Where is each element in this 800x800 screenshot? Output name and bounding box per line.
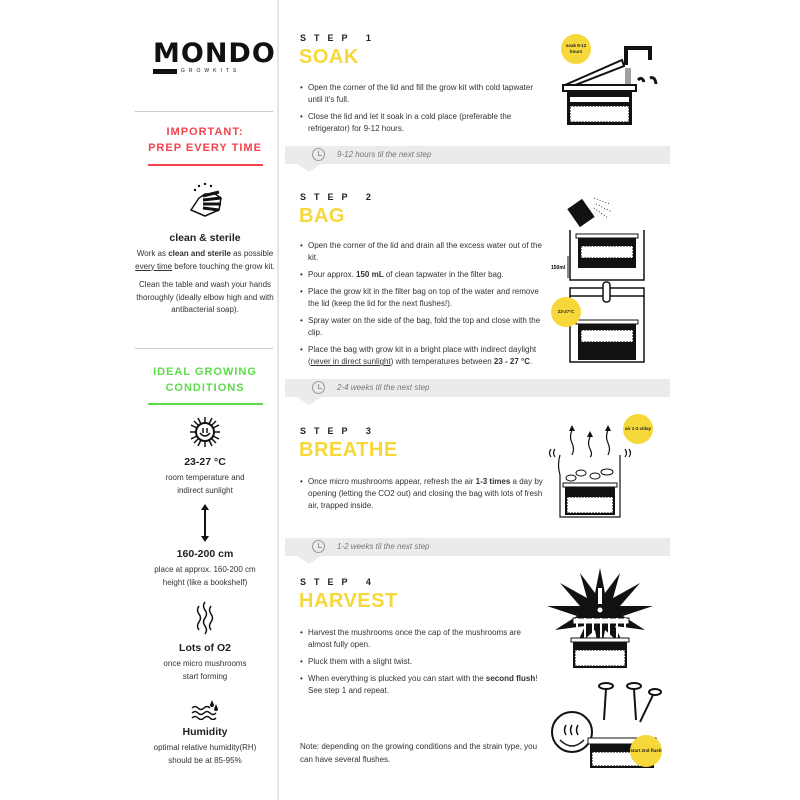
step-4-title: HARVEST — [299, 590, 398, 612]
step-4-label: STEP 4 — [300, 577, 379, 587]
harvest-illustration — [545, 568, 655, 668]
air-waves-icon — [195, 600, 215, 636]
important-heading: IMPORTANT: PREP EVERY TIME — [148, 126, 262, 154]
list-item: • Pour approx. 150 mL of clean tapwater in the filter bag. — [300, 269, 545, 281]
list-item: • Open the corner of the lid and fill the grow kit with cold tapwater until it's full. — [300, 82, 545, 106]
step-2-instructions — [300, 240, 545, 373]
step-3-label: STEP 3 — [300, 426, 379, 436]
list-item: • Close the lid and let it soak in a cold place (preferable the refrigerator) for 9-12 hours. — [300, 111, 545, 135]
step-1-timer-bar — [285, 146, 670, 164]
humidity-icon — [190, 698, 220, 720]
condition-temperature: 23-27 °C room temperature and indirect sunlight — [135, 416, 275, 497]
condition-humidity: Humidity optimal relative humidity(RH) should be at 85-95% — [135, 698, 275, 767]
list-item: • Place the grow kit in the filter bag on top of the water and remove the lid (keep the lid for the next flushes!). — [300, 286, 545, 310]
clock-icon — [312, 148, 325, 161]
clean-sterile-block: clean & sterile Work as clean and sterile as possible every time before touching the grow kit. Clean the table and wash your hands thoroughly (ideally elbow high and with antibacterial soap). — [135, 180, 275, 317]
soak-badge: soak 9-12 hours — [561, 34, 591, 64]
condition-height: 160-200 cm place at approx. 160-200 cm height (like a bookshelf) — [135, 504, 275, 589]
green-underline — [148, 403, 263, 405]
washing-hands-icon — [185, 180, 225, 220]
air-badge: air 1-3 x/day — [623, 414, 653, 444]
list-item: • When everything is plucked you can start with the second flush! See step 1 and repeat. — [300, 673, 545, 697]
step-3-instructions — [300, 476, 545, 517]
timer-text: 9-12 hours til the next step — [337, 150, 432, 159]
conditions-heading: IDEAL GROWING CONDITIONS — [153, 366, 257, 394]
step-2-title: BAG — [299, 205, 345, 227]
timer-text: 1-2 weeks til the next step — [337, 542, 430, 551]
step-3-timer-bar — [285, 538, 670, 556]
soak-illustration — [560, 40, 665, 130]
clock-icon — [312, 381, 325, 394]
height-arrow-icon — [200, 504, 210, 542]
timer-text: 2-4 weeks til the next step — [337, 383, 430, 392]
list-item: • Pluck them with a slight twist. — [300, 656, 545, 668]
water-amount-label: 150ml — [551, 265, 566, 271]
step-1-instructions — [300, 82, 545, 140]
second-flush-badge: start 2nd flush — [630, 735, 662, 767]
red-underline — [148, 164, 263, 166]
step-1-label: STEP 1 — [300, 33, 379, 43]
step-2-label: STEP 2 — [300, 192, 379, 202]
list-item: • Spray water on the side of the bag, fold the top and close with the clip. — [300, 315, 545, 339]
sun-icon — [189, 416, 221, 448]
temperature-badge: 23-27°C — [551, 297, 581, 327]
bag-illustration — [550, 190, 660, 370]
step-4-instructions — [300, 627, 545, 702]
logo-text: MONDO — [153, 38, 276, 69]
breathe-illustration — [545, 425, 635, 520]
column-divider — [277, 0, 279, 800]
divider — [135, 111, 273, 112]
list-item: • Harvest the mushrooms once the cap of the mushrooms are almost fully open. — [300, 627, 545, 651]
step-2-timer-bar — [285, 379, 670, 397]
list-item: • Open the corner of the lid and drain all the excess water out of the kit. — [300, 240, 545, 264]
clock-icon — [312, 540, 325, 553]
condition-oxygen: Lots of O2 once micro mushrooms start forming — [135, 600, 275, 683]
divider — [135, 348, 273, 349]
logo-subtext: GROWKITS — [181, 68, 241, 74]
list-item: • Once micro mushrooms appear, refresh the air 1-3 times a day by opening (letting the CO2 out) and closing the bag with lots of fresh air, trapped inside. — [300, 476, 545, 512]
step-3-title: BREATHE — [299, 439, 398, 461]
step-1-title: SOAK — [299, 46, 359, 68]
list-item: • Place the bag with grow kit in a bright place with indirect daylight (never in direct sunlight) with temperatures between 23 - 27 °C. — [300, 344, 545, 368]
note-text: Note: depending on the growing conditions and the strain type, you can have several flushes. — [300, 742, 538, 764]
logo — [153, 38, 276, 74]
